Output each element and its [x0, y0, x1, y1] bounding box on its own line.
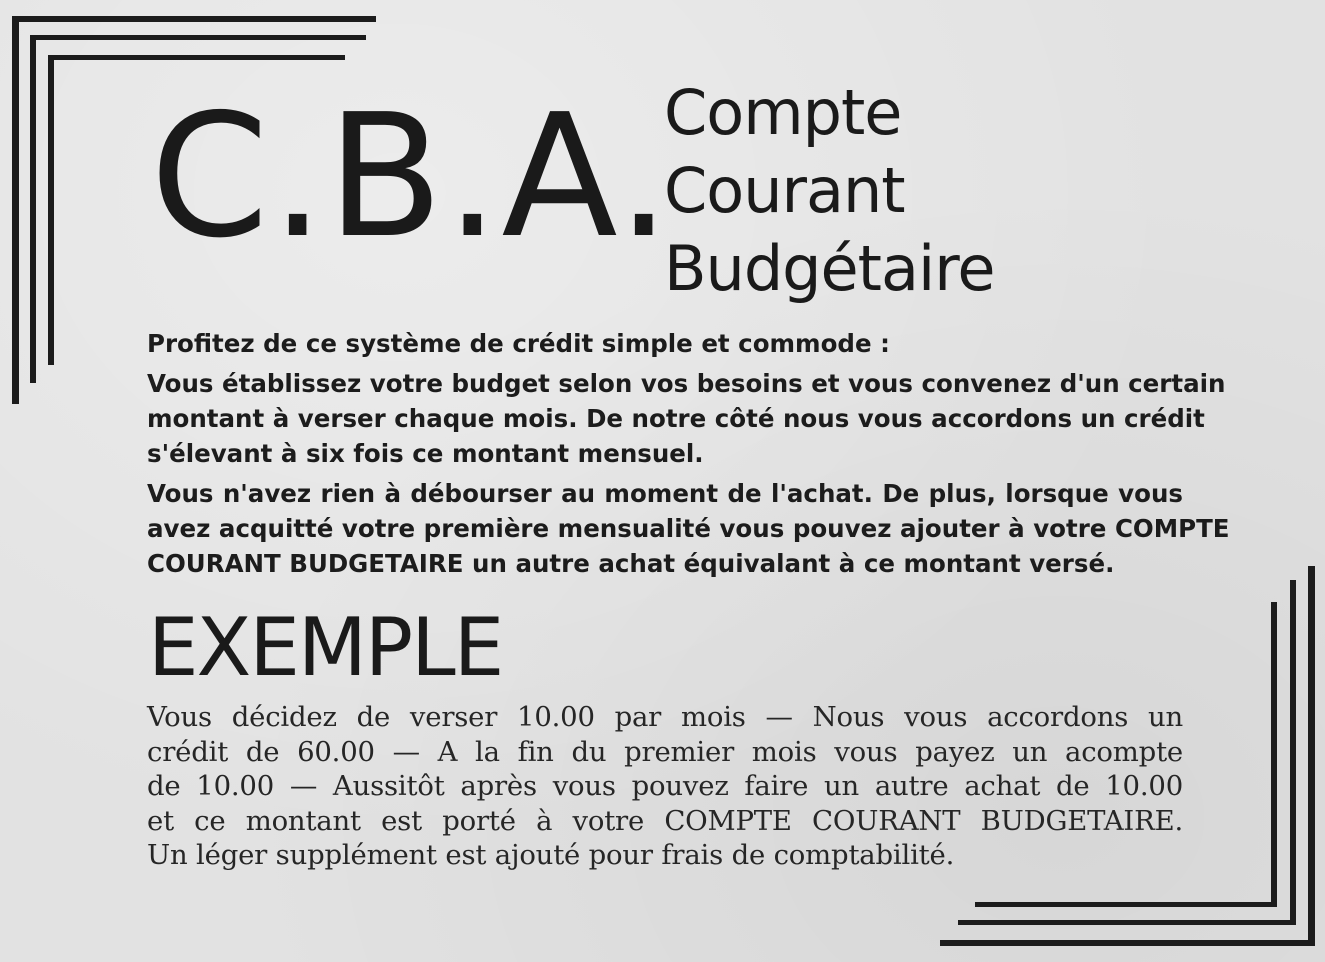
paragraph-budget-line-1: Vous établissez votre budget selon vos besoins et vous convenez d'un certain	[147, 369, 1226, 398]
corner-bar-h-6	[975, 902, 1277, 907]
title-line-budgetaire: Budgétaire	[664, 232, 995, 305]
example-heading: EXEMPLE	[148, 601, 503, 694]
paragraph-purchase-line-2: avez acquitté votre première mensualité vous pouvez ajouter à votre COMPTE	[147, 514, 1230, 543]
corner-bar-h-4	[940, 940, 1315, 946]
corner-bar-v-4	[1308, 566, 1315, 946]
paragraph-budget-line-2: montant à verser chaque mois. De notre côté nous vous accordons un crédit	[147, 404, 1205, 433]
paragraph-purchase-line-3: COURANT BUDGETAIRE un autre achat équivalant à ce montant versé.	[147, 549, 1115, 578]
paragraph-budget	[147, 366, 1226, 471]
paragraph-purchase-line-1: Vous n'avez rien à débourser au moment de l'achat. De plus, lorsque vous	[147, 479, 1183, 508]
example-line-3: de 10.00 — Aussitôt après vous pouvez faire un autre achat de 10.00	[147, 770, 1183, 802]
example-line-2: crédit de 60.00 — A la fin du premier mois vous payez un acompte	[147, 735, 1183, 768]
example-line-4: et ce montant est porté à votre COMPTE COURANT BUDGETAIRE.	[147, 804, 1183, 837]
title-line-courant: Courant	[664, 154, 905, 227]
corner-bar-v-3	[48, 55, 54, 365]
paragraph-purchase	[147, 476, 1230, 581]
corner-bar-v-1	[12, 16, 19, 404]
title-line-compte: Compte	[664, 76, 902, 149]
corner-bar-v-5	[1290, 580, 1296, 925]
corner-bar-h-5	[958, 920, 1296, 925]
example-line-1: Vous décidez de verser 10.00 par mois — Nous vous accordons un	[147, 701, 1183, 733]
intro-text: Profitez de ce système de crédit simple et commode :	[147, 329, 890, 358]
cba-logo: C.B.A.	[150, 78, 673, 276]
example-line-5: Un léger supplément est ajouté pour frais de comptabilité.	[147, 839, 955, 871]
corner-bar-v-6	[1271, 602, 1277, 907]
paragraph-budget-line-3: s'élevant à six fois ce montant mensuel.	[147, 439, 704, 468]
corner-bar-h-3	[48, 55, 345, 60]
corner-bar-h-1	[16, 16, 376, 22]
corner-bar-h-2	[32, 35, 366, 40]
corner-bar-v-2	[30, 35, 36, 383]
title-block	[664, 74, 995, 308]
example-text	[147, 700, 1183, 873]
